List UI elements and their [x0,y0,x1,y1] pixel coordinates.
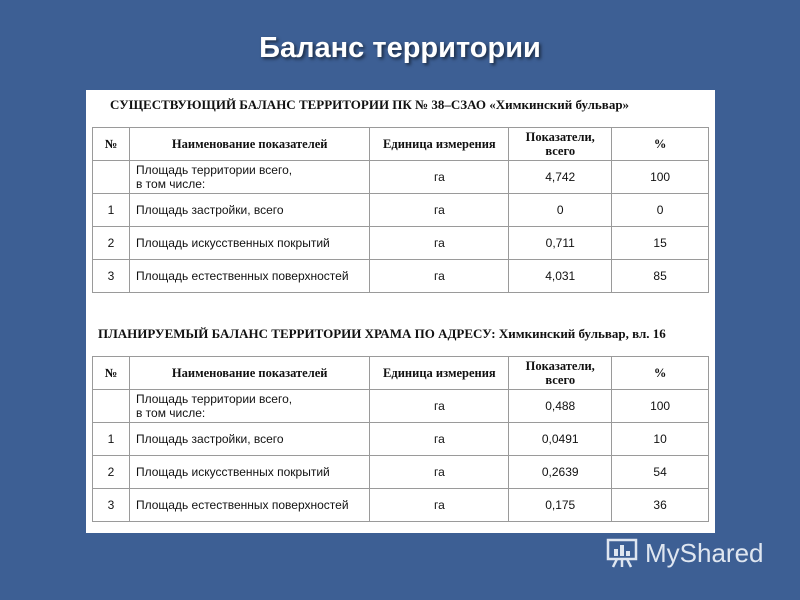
cell-value: 0,711 [509,227,612,260]
cell-percent: 54 [612,456,709,489]
cell-name: Площадь территории всего, в том числе: [129,390,370,423]
cell-percent: 100 [612,161,709,194]
presentation-icon [605,536,639,570]
cell-percent: 15 [612,227,709,260]
cell-name: Площадь естественных поверхностей [129,489,370,522]
table-row [93,227,709,260]
header-unit: Единица измерения [370,357,509,390]
cell-name: Площадь искусственных покрытий [129,456,370,489]
cell-no: 2 [93,227,130,260]
cell-unit: га [370,227,509,260]
table-row [93,194,709,227]
cell-unit: га [370,456,509,489]
table-row [93,423,709,456]
header-percent: % [612,128,709,161]
cell-value: 0,488 [509,390,612,423]
slide-title: Баланс территории [259,32,541,64]
header-value: Показатели, всего [509,357,612,390]
header-name: Наименование показателей [129,128,370,161]
cell-value: 0 [509,194,612,227]
table-row [93,390,709,423]
table-row [93,456,709,489]
cell-unit: га [370,161,509,194]
cell-no: 3 [93,260,130,293]
header-value: Показатели, всего [509,128,612,161]
cell-value: 4,031 [509,260,612,293]
cell-no [93,390,130,423]
header-percent: % [612,357,709,390]
table-row [93,260,709,293]
cell-unit: га [370,194,509,227]
cell-percent: 85 [612,260,709,293]
cell-name: Площадь застройки, всего [129,423,370,456]
watermark-text: MyShared [645,537,764,568]
cell-no: 3 [93,489,130,522]
cell-unit: га [370,260,509,293]
cell-no [93,161,130,194]
header-no: № [93,357,130,390]
cell-name: Площадь застройки, всего [129,194,370,227]
cell-value: 0,175 [509,489,612,522]
cell-unit: га [370,390,509,423]
cell-no: 1 [93,423,130,456]
cell-percent: 36 [612,489,709,522]
planned-balance-table [92,356,709,522]
cell-value: 0,2639 [509,456,612,489]
cell-value: 4,742 [509,161,612,194]
cell-percent: 100 [612,390,709,423]
existing-balance-table [92,127,709,293]
header-unit: Единица измерения [370,128,509,161]
cell-value: 0,0491 [509,423,612,456]
planned-balance-heading: ПЛАНИРУЕМЫЙ БАЛАНС ТЕРРИТОРИИ ХРАМА ПО АДРЕСУ: Химкинский бульвар, вл. 16 [98,326,666,341]
table-header-row [93,357,709,390]
table-row [93,489,709,522]
cell-percent: 10 [612,423,709,456]
header-name: Наименование показателей [129,357,370,390]
header-no: № [93,128,130,161]
table-row [93,161,709,194]
cell-name: Площадь искусственных покрытий [129,227,370,260]
cell-unit: га [370,423,509,456]
existing-balance-heading: СУЩЕСТВУЮЩИЙ БАЛАНС ТЕРРИТОРИИ ПК № 38–СЗАО «Химкинский бульвар» [110,97,630,112]
cell-no: 2 [93,456,130,489]
cell-no: 1 [93,194,130,227]
watermark [605,536,764,570]
cell-percent: 0 [612,194,709,227]
cell-unit: га [370,489,509,522]
cell-name: Площадь естественных поверхностей [129,260,370,293]
table-header-row [93,128,709,161]
cell-name: Площадь территории всего, в том числе: [129,161,370,194]
content-panel [86,90,715,533]
